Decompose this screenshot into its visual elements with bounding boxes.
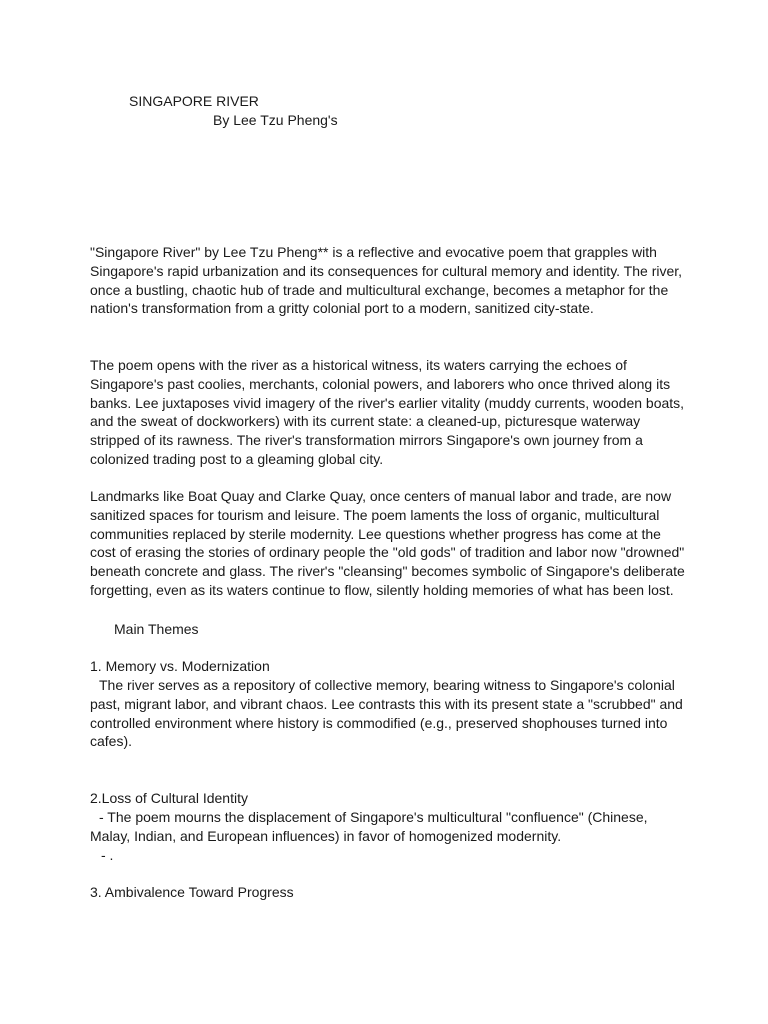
themes-heading: Main Themes xyxy=(114,621,199,637)
document-title: SINGAPORE RIVER xyxy=(129,93,259,109)
intro-paragraph: "Singapore River" by Lee Tzu Pheng** is a reflective and evocative poem that grapples with Singapore's rapid urbanization and its consequences for cultural memory and identity. The river, once a bustling, chaotic hub of trade and multicultural exchange, becomes a metaphor for the nation's transformation from a gritty colonial port to a modern, sanitized city-state. xyxy=(90,244,683,317)
theme-3-title: 3. Ambivalence Toward Progress xyxy=(90,884,294,900)
theme-1-text: The river serves as a repository of collective memory, bearing witness to Singapore's colonial past, migrant labor, and vibrant chaos. Lee contrasts this with its present state a "scrubbed" and controlled environment where history is commodified (e.g., preserved shophouses turned into cafes). xyxy=(90,677,683,750)
theme-2-text: - The poem mourns the displacement of Singapore's multicultural "confluence" (Chinese, Malay, Indian, and European influences) in favor of homogenized modernity. xyxy=(90,809,648,844)
body-paragraph-1: The poem opens with the river as a historical witness, its waters carrying the echoes of Singapore's past coolies, merchants, colonial powers, and laborers who once thrived along its banks. Lee juxtaposes vivid imagery of the river's earlier vitality (muddy currents, wooden boats, and the sweat of dockworkers) with its current state: a cleaned-up, picturesque waterway stripped of its rawness. The river's transformation mirrors Singapore's own journey from a colonized trading post to a gleaming global city. xyxy=(90,357,685,467)
theme-1-title: 1. Memory vs. Modernization xyxy=(90,658,270,674)
theme-2-title: 2.Loss of Cultural Identity xyxy=(90,790,248,806)
body-paragraph-2: Landmarks like Boat Quay and Clarke Quay, once centers of manual labor and trade, are now sanitized spaces for tourism and leisure. The poem laments the loss of organic, multicultural communities replaced by sterile modernity. Lee questions whether progress has come at the cost of erasing the stories of ordinary people the "old gods" of tradition and labor now "drowned" beneath concrete and glass. The river's "cleansing" becomes symbolic of Singapore's deliberate forgetting, even as its waters continue to flow, silently holding memories of what has been lost. xyxy=(90,488,685,598)
document-byline: By Lee Tzu Pheng's xyxy=(213,112,338,128)
theme-2-bullet: - . xyxy=(101,847,114,863)
